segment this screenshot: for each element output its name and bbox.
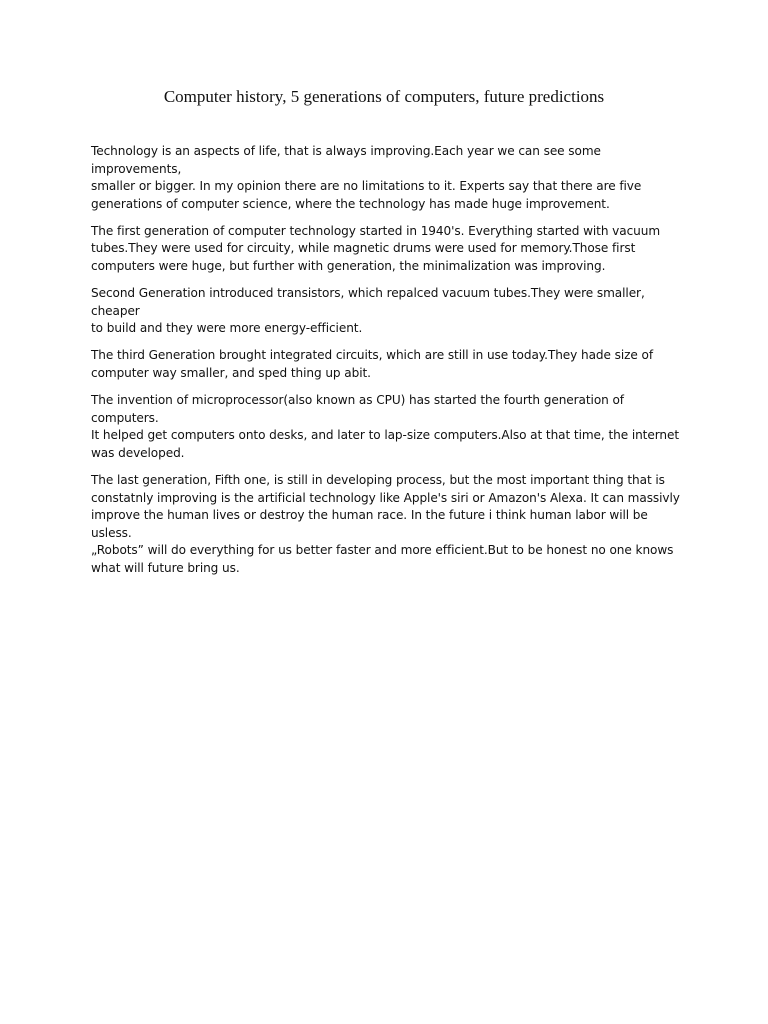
paragraph-third-generation: The third Generation brought integrated circuits, which are still in use today.They hade size of computer way smaller, and sped thing up abit.: [91, 348, 654, 381]
paragraph-fourth-generation: The invention of microprocessor(also known as CPU) has started the fourth generation of computers. It helped get computers onto desks, and later to lap-size computers.Also at that time, the internet was developed.: [91, 393, 679, 460]
document-title: Computer history, 5 generations of computers, future predictions: [163, 87, 605, 106]
paragraph-second-generation: Second Generation introduced transistors, which repalced vacuum tubes.They were smaller, cheaper to build and they were more energy-efficient.: [91, 286, 645, 336]
paragraph-intro: Technology is an aspects of life, that is always improving.Each year we can see some improvements, smaller or bigger. In my opinion there are no limitations to it. Experts say that there are five generations of computer science, where the technology has made huge improvement.: [91, 144, 642, 211]
paragraph-fifth-generation: The last generation, Fifth one, is still in developing process, but the most important thing that is constatnly improving is the artificial technology like Apple's siri or Amazon's Alexa. It can massivly improve the human lives or destroy the human race. In the future i think human labor will be usless. „Robots” will do everything for us better faster and more efficient.But to be honest no one knows what will future bring us.: [91, 473, 680, 575]
paragraph-first-generation: The first generation of computer technology started in 1940's. Everything started with vacuum tubes.They were used for circuity, while magnetic drums were used for memory.Those first computers were huge, but further with generation, the minimalization was improving.: [91, 223, 661, 274]
document-body: [91, 143, 681, 587]
